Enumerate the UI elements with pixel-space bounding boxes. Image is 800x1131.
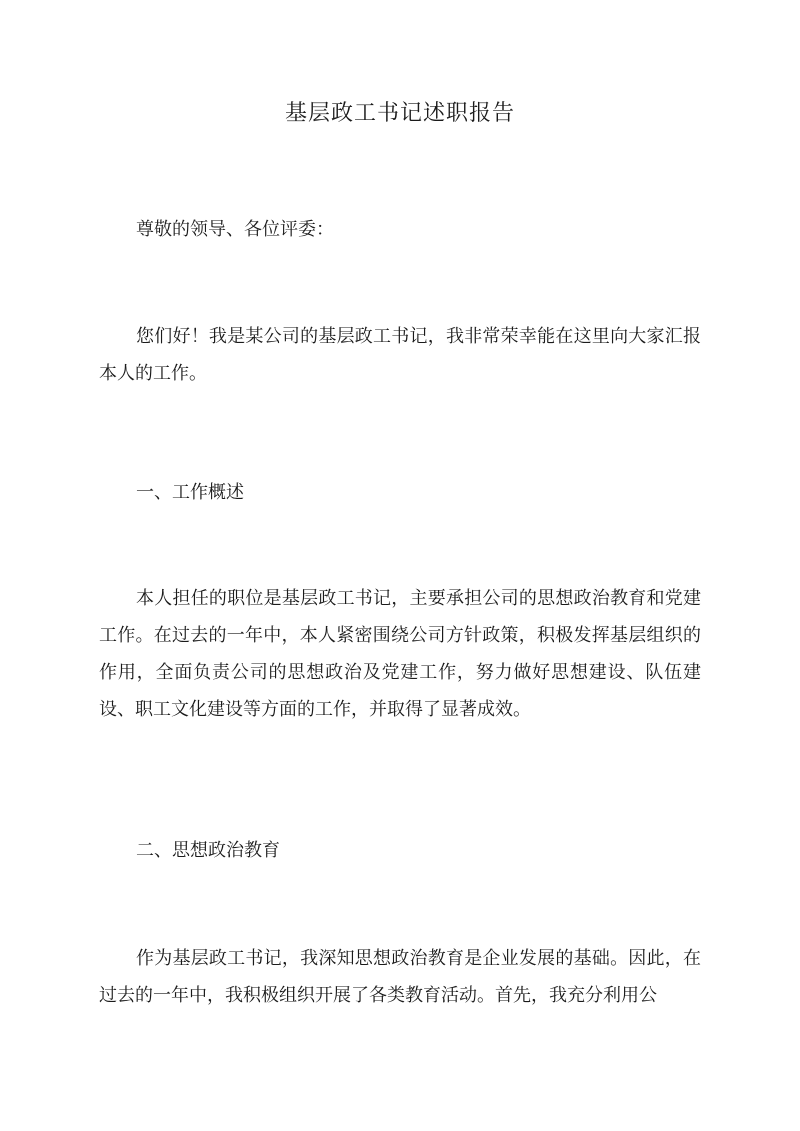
salutation: 尊敬的领导、各位评委： [136,219,334,240]
political-education-paragraph: 作为基层政工书记，我深知思想政治教育是企业发展的基础。因此，在过去的一年中，我积极组织开展了各类教育活动。首先，我充分利用公 [99,948,701,1006]
document-title: 基层政工书记述职报告 [284,101,515,126]
intro-paragraph: 您们好！我是某公司的基层政工书记，我非常荣幸能在这里向大家汇报本人的工作。 [99,326,701,384]
section-heading-overview: 一、工作概述 [136,482,244,503]
overview-paragraph: 本人担任的职位是基层政工书记，主要承担公司的思想政治教育和党建工作。在过去的一年中，本人紧密围绕公司方针政策，积极发挥基层组织的作用，全面负责公司的思想政治及党建工作，努力做好思想建设、队伍建设、职工文化建设等方面的工作，并取得了显著成效。 [99,588,701,720]
section-heading-political-education: 二、思想政治教育 [136,840,280,861]
